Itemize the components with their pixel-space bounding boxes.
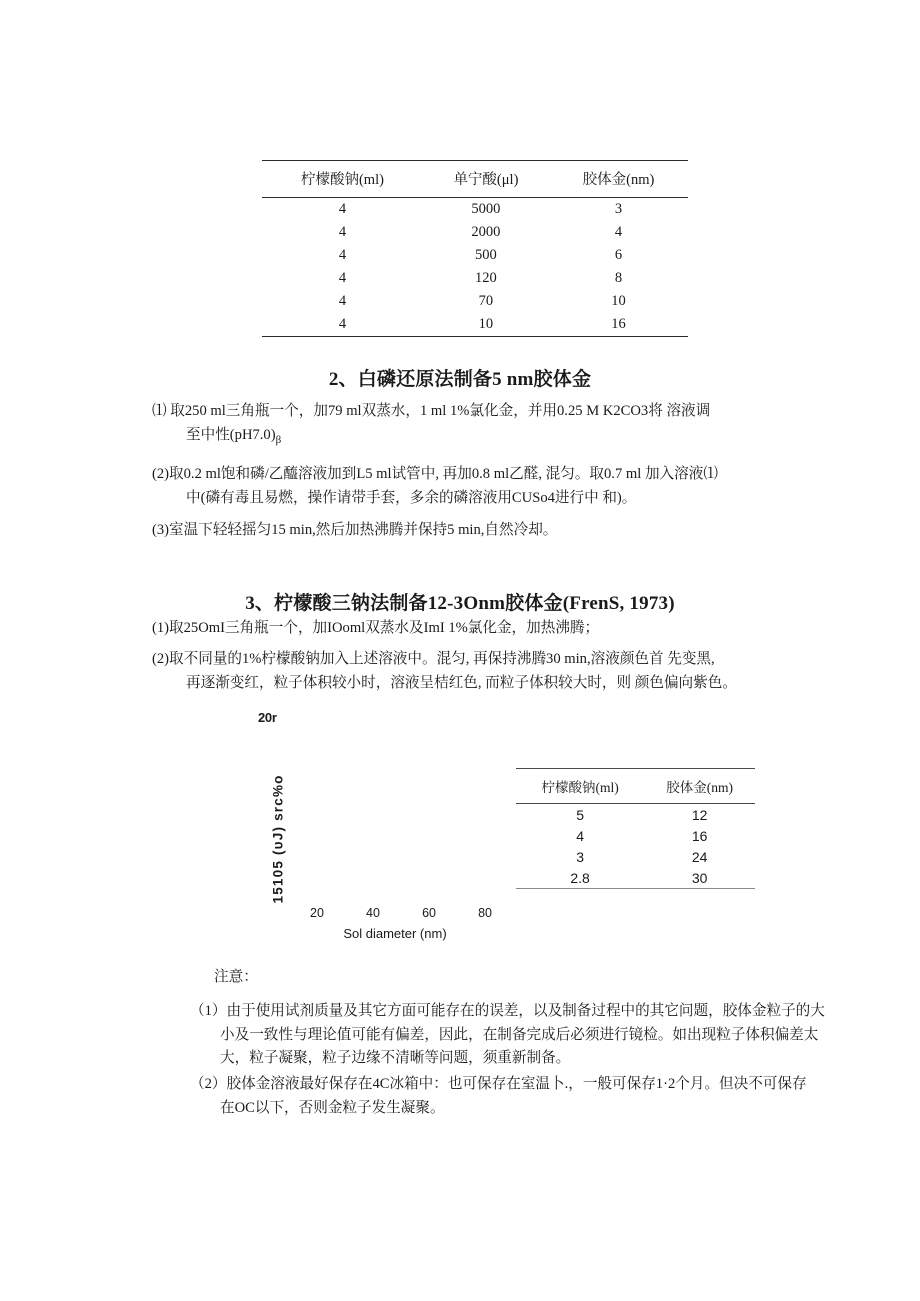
citrate-colloidal-gold-table xyxy=(516,768,755,889)
table-one-col-2: 胶体金(nm) xyxy=(582,172,655,188)
table-row xyxy=(262,313,688,337)
section-3-heading: 3、柠檬酸三钠法制备12-3Onm胶体金(FrenS, 1973) xyxy=(245,593,675,614)
item-text-line2: 中(磷有毒且易燃，操作请带手套，多余的磷溶液用CUSo4进行中 和)。 xyxy=(186,489,637,506)
table-one-cell: 4 xyxy=(338,224,347,240)
table-two-cell: 30 xyxy=(691,869,708,886)
table-two-cell: 16 xyxy=(691,827,708,844)
item-text-cont xyxy=(152,424,824,452)
note-text-line2: 在OC以下，否则金粒子发生凝聚。 xyxy=(220,1099,445,1116)
chart-x-tick: 40 xyxy=(366,906,380,920)
note-item-1 xyxy=(190,1000,825,1071)
table-one-cell: 4 xyxy=(614,224,623,240)
chart-y-axis-label: 15105 (ᴜJ) src%o xyxy=(270,774,286,904)
chart-y-max-label: 20r xyxy=(258,710,277,725)
chart-x-tick: 80 xyxy=(478,906,492,920)
table-two-cell: 4 xyxy=(576,827,584,844)
section-2-heading: 2、白磷还原法制备5 nm胶体金 xyxy=(328,369,592,390)
chart-x-tick-labels xyxy=(310,906,492,920)
table-row xyxy=(516,769,755,804)
table-one-cell: 10 xyxy=(611,293,626,309)
note-text: 由于使用试剂质量及其它方面可能存在的误差，以及制备过程中的其它问题，胶体金粒子的大 xyxy=(226,1003,825,1019)
table-two-cell: 5 xyxy=(576,806,584,823)
tannic-acid-colloidal-gold-table xyxy=(262,160,688,337)
note-text: 胶体金溶液最好保存在4C冰箱中：也可保存在室温卜.，一般可保存1·2个月。但决不可保存 xyxy=(226,1076,807,1092)
table-one-body xyxy=(262,198,688,337)
table-row xyxy=(262,198,688,222)
table-row xyxy=(516,825,755,846)
table-one-cell: 4 xyxy=(338,201,347,217)
item-text: 取0.2 ml饱和磷/乙醯溶液加到L5 ml试管中, 再加0.8 ml乙醛, 混匀。取0.7 ml 加入溶液⑴ xyxy=(169,466,718,482)
section-3-item-1 xyxy=(152,617,824,641)
item-marker: ⑴ xyxy=(152,403,167,419)
table-two-body xyxy=(516,804,755,889)
table-one-cell: 16 xyxy=(611,316,626,332)
table-one-cell: 8 xyxy=(614,270,623,286)
table-row xyxy=(516,867,755,889)
table-one-cell: 4 xyxy=(338,316,347,332)
table-one-cell: 2000 xyxy=(471,224,501,240)
beta-subscript: β xyxy=(275,433,282,446)
table-one-cell: 4 xyxy=(338,247,347,263)
table-row xyxy=(262,290,688,313)
table-row xyxy=(516,846,755,867)
table-row xyxy=(262,161,688,198)
note-text-line2: 小及一致性与理论值可能有偏差，因此，在制备完成后必须进行镜检。如出现粒子体积偏差太 xyxy=(220,1026,819,1043)
item-marker: (1) xyxy=(152,620,170,636)
item-text-line2: 至中性(pH7.0) xyxy=(186,426,276,443)
item-text: 取25OmI三角瓶一个，加IOoml双蒸水及ImI 1%氯化金，加热沸腾； xyxy=(169,620,600,636)
item-text: 室温下轻轻摇匀15 min,然后加热沸腾并保持5 min,自然冷却。 xyxy=(169,522,558,538)
note-marker: （2） xyxy=(190,1076,227,1092)
note-item-2 xyxy=(190,1073,825,1120)
table-one-cell: 6 xyxy=(614,247,623,263)
table-one-cell: 120 xyxy=(475,270,497,286)
section-2-item-2 xyxy=(152,463,824,510)
table-two-cell: 24 xyxy=(691,848,708,865)
table-row xyxy=(262,221,688,244)
chart-x-tick: 20 xyxy=(310,906,324,920)
table-one-cell: 5000 xyxy=(471,201,501,217)
table-row xyxy=(516,804,755,826)
note-marker: （1） xyxy=(190,1003,227,1019)
sol-diameter-chart xyxy=(248,706,498,946)
notes-title: 注意： xyxy=(214,969,258,985)
table-two-cell: 3 xyxy=(576,848,584,865)
table-row xyxy=(262,267,688,290)
item-marker: (2) xyxy=(152,466,170,482)
table-one-cell: 70 xyxy=(478,293,494,309)
table-one-cell: 500 xyxy=(475,247,497,263)
item-text-line2: 再逐渐变红，粒子体积较小时，溶液呈桔红色, 而粒子体积较大时，则 颜色偏向紫色。 xyxy=(186,674,737,691)
table-two-col-0: 柠檬酸钠(ml) xyxy=(541,780,619,795)
table-one-cell: 10 xyxy=(478,316,494,332)
table-two-header xyxy=(516,769,755,804)
table-one-col-0: 柠檬酸钠(ml) xyxy=(300,172,384,188)
table-one-cell: 4 xyxy=(338,270,347,286)
table-one-header xyxy=(262,161,688,198)
note-text-line3: 大，粒子凝聚，粒子边缘不清晰等问题，须重新制备。 xyxy=(220,1050,571,1066)
item-text: 取不同量的1%柠檬酸钠加入上述溶液中。混匀, 再保持沸腾30 min,溶液颜色首 先变黑, xyxy=(169,651,715,667)
table-one-cell: 3 xyxy=(614,201,623,217)
table-two-col-1: 胶体金(nm) xyxy=(666,780,733,795)
table-two-cell: 2.8 xyxy=(570,869,590,886)
section-3-item-2 xyxy=(152,648,824,695)
section-2-item-3 xyxy=(152,519,824,543)
table-two-cell: 12 xyxy=(691,806,708,823)
table-row xyxy=(262,244,688,267)
table-one-cell: 4 xyxy=(338,293,347,309)
table-one-col-1: 单宁酸(μl) xyxy=(453,172,519,188)
chart-plot-area xyxy=(306,726,496,898)
item-marker: (3) xyxy=(152,522,170,538)
chart-x-axis-label: Sol diameter (nm) xyxy=(343,926,447,941)
section-2-item-1 xyxy=(152,400,824,452)
chart-x-tick: 60 xyxy=(422,906,436,920)
item-marker: (2) xyxy=(152,651,170,667)
item-text: 取250 ml三角瓶一个，加79 ml双蒸水，1 ml 1%氯化金，并用0.25 M K2CO3将 溶液调 xyxy=(170,403,711,419)
